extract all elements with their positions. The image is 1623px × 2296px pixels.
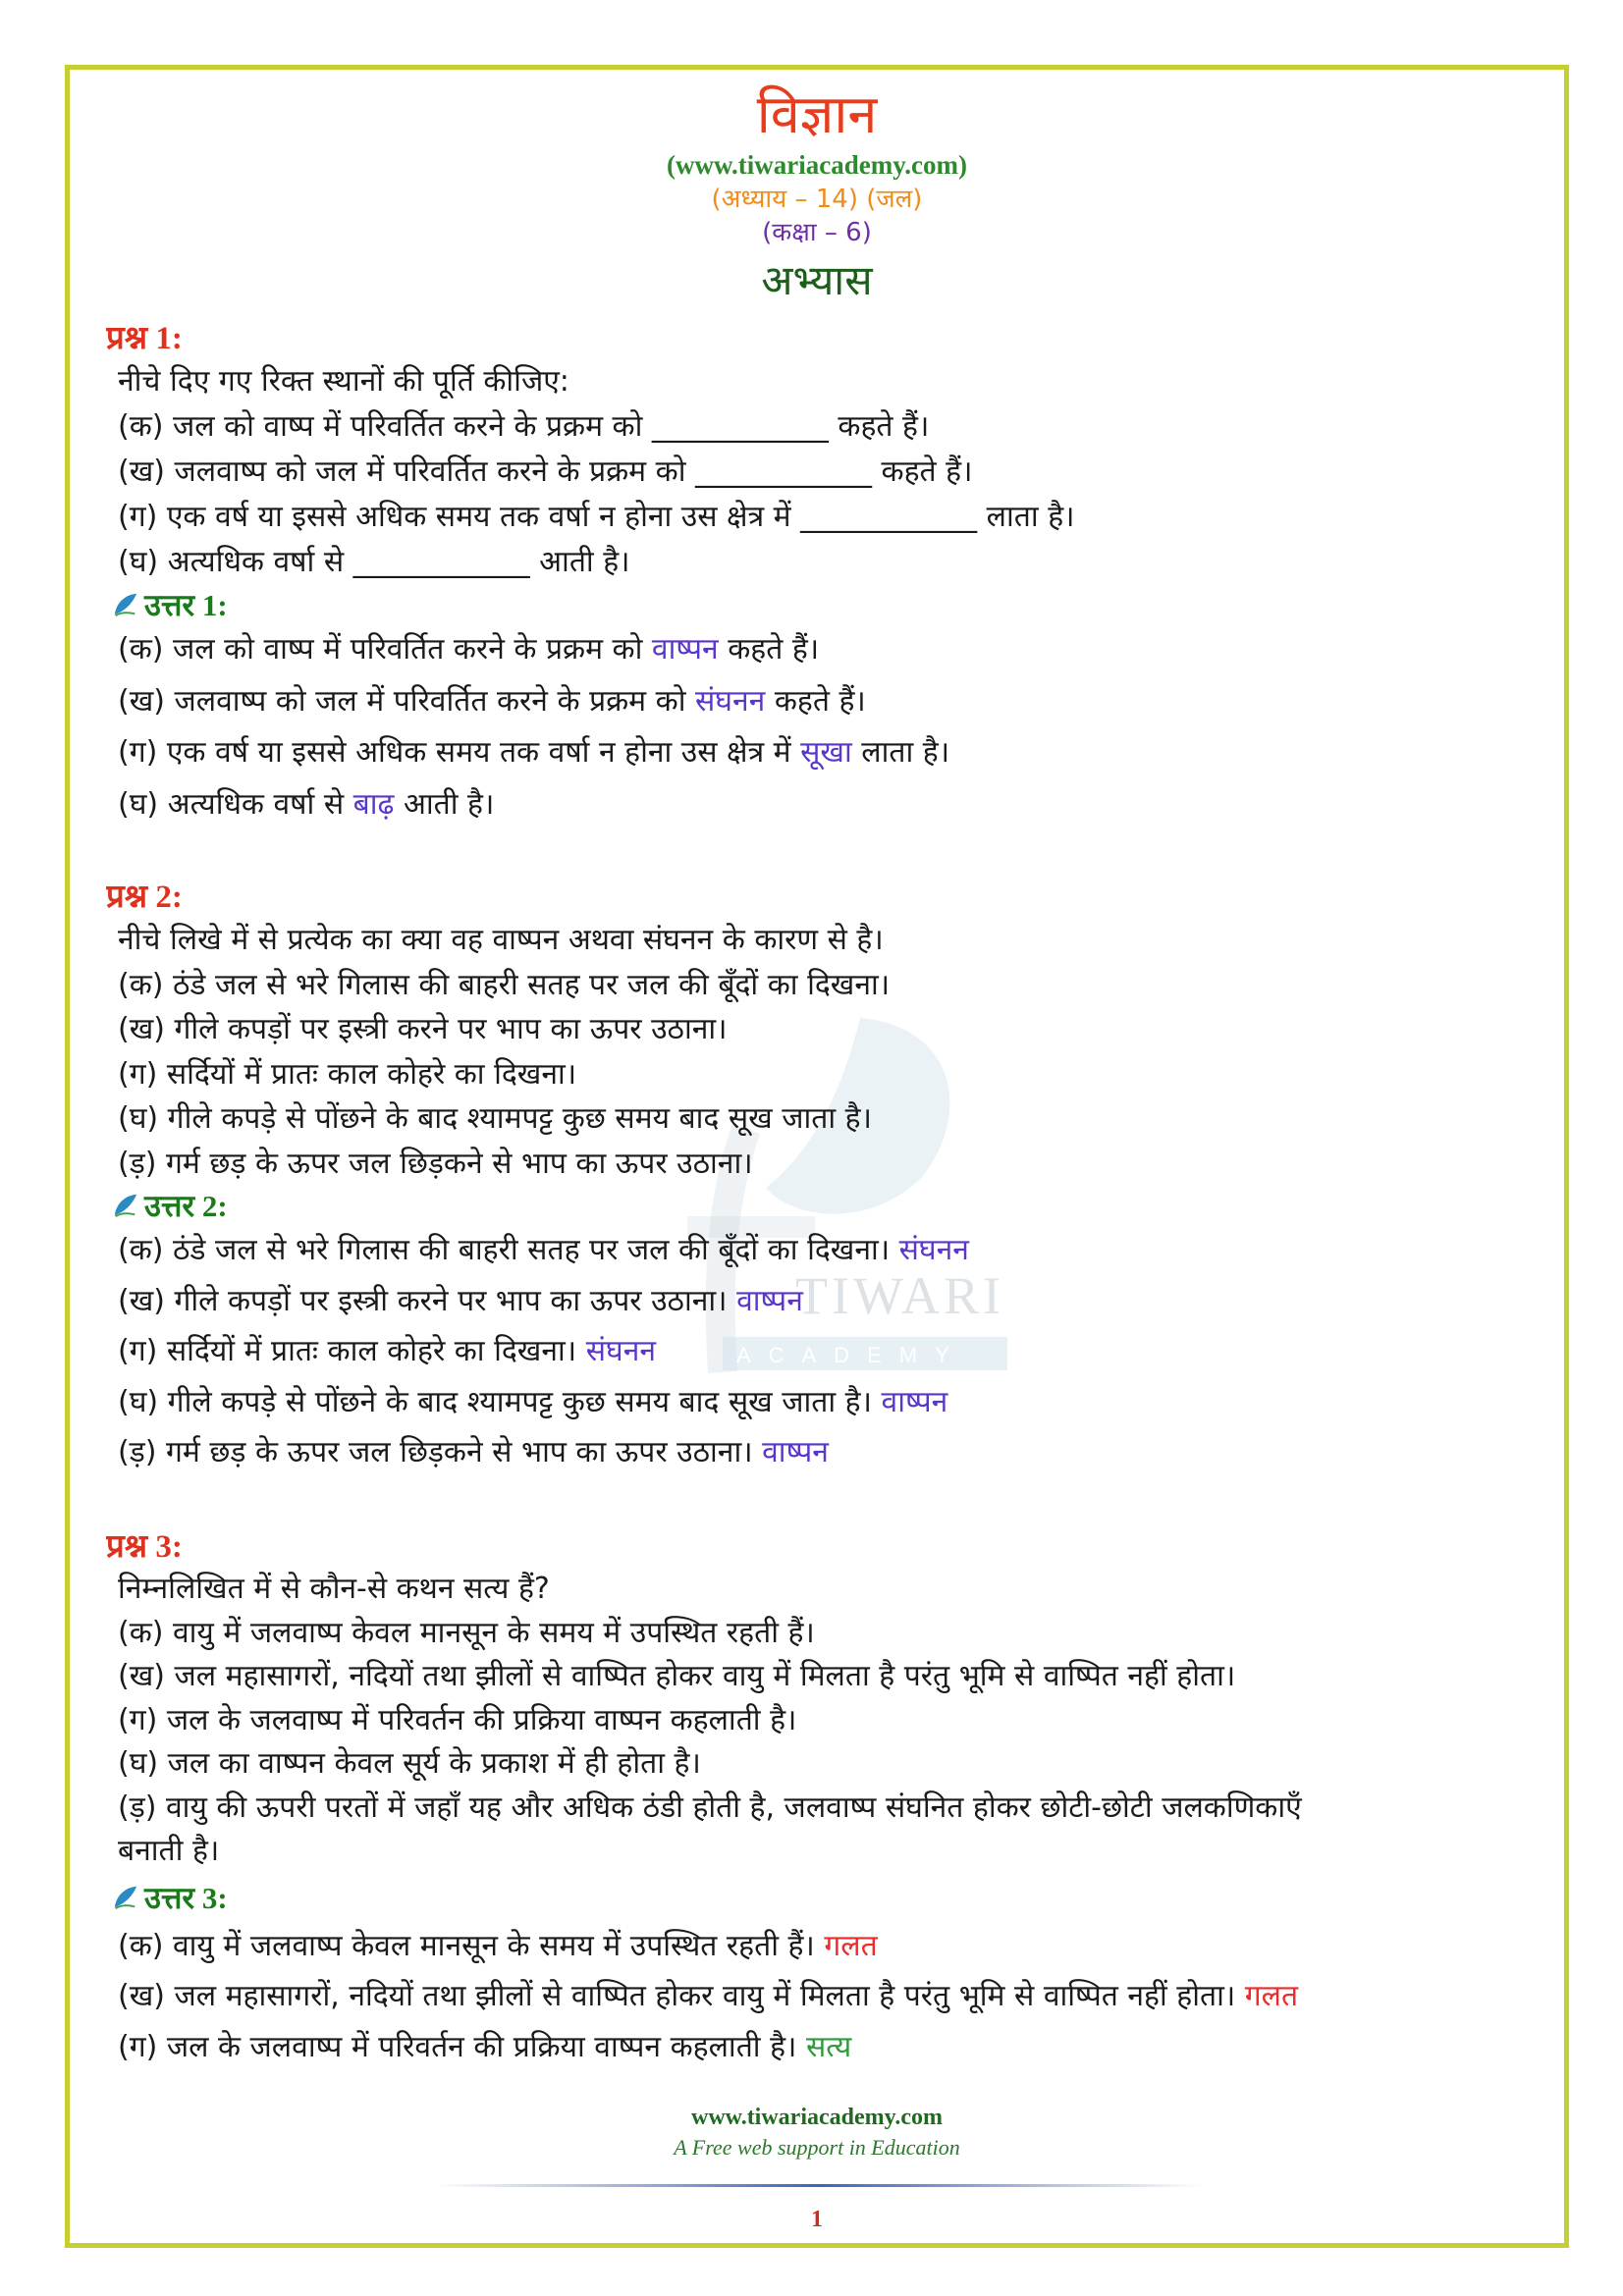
answer-term: सूखा	[800, 735, 852, 770]
answer-label: उत्तर 3:	[144, 1880, 228, 1915]
footer-tagline: A Free web support in Education	[674, 2135, 960, 2160]
answer-text: (ख) जलवाष्प को जल में परिवर्तित करने के प्रक्रम को	[118, 683, 695, 719]
question-line: (घ) गीले कपड़े से पोंछने के बाद श्यामपट्ट कुछ समय बाद सूख जाता है।	[118, 1101, 872, 1136]
question-line: (ख) जल महासागरों, नदियों तथा झीलों से वाष्पित होकर वायु में मिलता है परंतु भूमि से वाष्पित नहीं होता।	[118, 1659, 1236, 1693]
tiwari-leaf-icon	[111, 1192, 138, 1219]
question-line: निम्नलिखित में से कौन-से कथन सत्य हैं?	[118, 1572, 550, 1606]
question-block-1	[106, 314, 1551, 830]
answer-line	[106, 1225, 1551, 1276]
tiwari-leaf-icon	[111, 591, 138, 618]
answer-heading	[106, 585, 1551, 624]
answer-line	[106, 727, 1551, 779]
answer-label: उत्तर 2:	[144, 1189, 228, 1223]
verdict-false: गलत	[824, 1928, 878, 1963]
section-title: अभ्यास	[761, 256, 873, 304]
question-line: (घ) अत्यधिक वर्षा से ____________ आती है।	[118, 545, 630, 579]
question-line: (घ) जल का वाष्पन केवल सूर्य के प्रकाश में ही होता है।	[118, 1746, 701, 1781]
chapter-label: (अध्याय – 14) (जल)	[711, 185, 923, 214]
answer-term: वाष्पन	[651, 632, 719, 667]
question-block-3	[106, 1522, 1551, 2072]
answer-text-end: लाता है।	[851, 735, 950, 770]
answer-term: संघनन	[585, 1334, 656, 1368]
answer-heading	[106, 1186, 1551, 1225]
answer-line	[106, 1276, 1551, 1327]
watermark-subtitle: ACADEMY	[736, 1343, 967, 1367]
answer-term: वाष्पन	[881, 1384, 948, 1419]
footer-divider	[435, 2184, 1203, 2187]
footer-website: www.tiwariacademy.com	[691, 2105, 943, 2130]
answer-line	[106, 624, 1551, 676]
tiwari-leaf-icon	[111, 1884, 138, 1911]
answer-line	[106, 1326, 1551, 1377]
question-line: (ख) जलवाष्प को जल में परिवर्तित करने के प्रक्रम को ____________ कहते हैं।	[118, 454, 973, 489]
answer-line	[106, 1427, 1551, 1478]
answer-text-end: कहते हैं।	[765, 683, 866, 719]
answer-text-end: कहते हैं।	[718, 632, 820, 667]
answer-text: (क) वायु में जलवाष्प केवल मानसून के समय में उपस्थित रहती हैं।	[118, 1928, 825, 1963]
answer-line	[106, 779, 1551, 831]
answer-text: (ग) सर्दियों में प्रातः काल कोहरे का दिखना।	[118, 1334, 586, 1368]
question-line: नीचे दिए गए रिक्त स्थानों की पूर्ति कीजिए:	[118, 364, 569, 399]
answer-text: (ख) जल महासागरों, नदियों तथा झीलों से वाष्पित होकर वायु में मिलता है परंतु भूमि से वाष्पित नहीं होता।	[118, 1979, 1245, 2013]
subject-title: विज्ञान	[756, 83, 878, 145]
question-line: नीचे लिखे में से प्रत्येक का क्या वह वाष्पन अथवा संघनन के कारण से है।	[118, 923, 884, 957]
answer-line	[106, 1377, 1551, 1428]
answer-text: (ग) एक वर्ष या इससे अधिक समय तक वर्षा न होना उस क्षेत्र में	[118, 735, 801, 770]
question-line: (क) ठंडे जल से भरे गिलास की बाहरी सतह पर जल की बूँदों का दिखना।	[118, 967, 891, 1002]
page-number: 1	[811, 2207, 823, 2232]
question-label: प्रश्न 2:	[106, 880, 183, 915]
answer-text: (घ) अत्यधिक वर्षा से	[118, 786, 353, 822]
answer-text: (क) ठंडे जल से भरे गिलास की बाहरी सतह पर जल की बूँदों का दिखना।	[118, 1233, 899, 1267]
answer-term: संघनन	[695, 683, 766, 719]
verdict-false: गलत	[1244, 1979, 1299, 2013]
answer-line	[106, 1921, 1551, 1972]
answer-term: संघनन	[898, 1233, 969, 1267]
question-line: (क) जल को वाष्प में परिवर्तित करने के प्रक्रम को ____________ कहते हैं।	[118, 409, 930, 444]
question-line: (ग) सर्दियों में प्रातः काल कोहरे का दिखना।	[118, 1056, 577, 1092]
answer-text: (क) जल को वाष्प में परिवर्तित करने के प्रक्रम को	[118, 632, 652, 667]
question-line: (ड़) वायु की ऊपरी परतों में जहाँ यह और अधिक ठंडी होती है, जलवाष्प संघनित होकर छोटी-छोटी जलकणिकाएँ	[118, 1789, 1302, 1825]
question-line: (ग) एक वर्ष या इससे अधिक समय तक वर्षा न होना उस क्षेत्र में ____________ लाता है।	[118, 500, 1075, 534]
answer-text: (घ) गीले कपड़े से पोंछने के बाद श्यामपट्ट कुछ समय बाद सूख जाता है।	[118, 1384, 882, 1419]
answer-term: वाष्पन	[762, 1435, 829, 1469]
answer-text: (ड़) गर्म छड़ के ऊपर जल छिड़कने से भाप का ऊपर उठाना।	[118, 1435, 763, 1469]
answer-heading	[106, 1874, 1551, 1921]
answer-text: (ग) जल के जलवाष्प में परिवर्तन की प्रक्रिया वाष्पन कहलाती है।	[118, 2029, 806, 2064]
answer-text-end: आती है।	[394, 786, 495, 822]
question-line: (क) वायु में जलवाष्प केवल मानसून के समय में उपस्थित रहती हैं।	[118, 1615, 815, 1650]
verdict-true: सत्य	[805, 2029, 852, 2064]
watermark-name: TIWARI	[795, 1266, 1004, 1325]
answer-line	[106, 676, 1551, 728]
answer-term: वाष्पन	[736, 1283, 803, 1318]
answer-line	[106, 1971, 1551, 2022]
header-website: (www.tiwariacademy.com)	[667, 150, 967, 180]
answer-text: (ख) गीले कपड़ों पर इस्त्री करने पर भाप का ऊपर उठाना।	[118, 1283, 737, 1318]
question-label: प्रश्न 3:	[106, 1529, 183, 1565]
answer-line	[106, 2022, 1551, 2073]
question-line: (ख) गीले कपड़ों पर इस्त्री करने पर भाप का ऊपर उठाना।	[118, 1012, 728, 1046]
question-line: बनाती है।	[118, 1834, 220, 1868]
question-label: प्रश्न 1:	[106, 321, 183, 356]
answer-label: उत्तर 1:	[144, 588, 228, 622]
question-block-2	[106, 873, 1551, 1478]
answer-term: बाढ़	[352, 786, 395, 822]
question-line: (ड़) गर्म छड़ के ऊपर जल छिड़कने से भाप का ऊपर उठाना।	[118, 1146, 753, 1181]
class-label: (कक्षा – 6)	[762, 218, 872, 247]
question-line: (ग) जल के जलवाष्प में परिवर्तन की प्रक्रिया वाष्पन कहलाती है।	[118, 1702, 797, 1737]
